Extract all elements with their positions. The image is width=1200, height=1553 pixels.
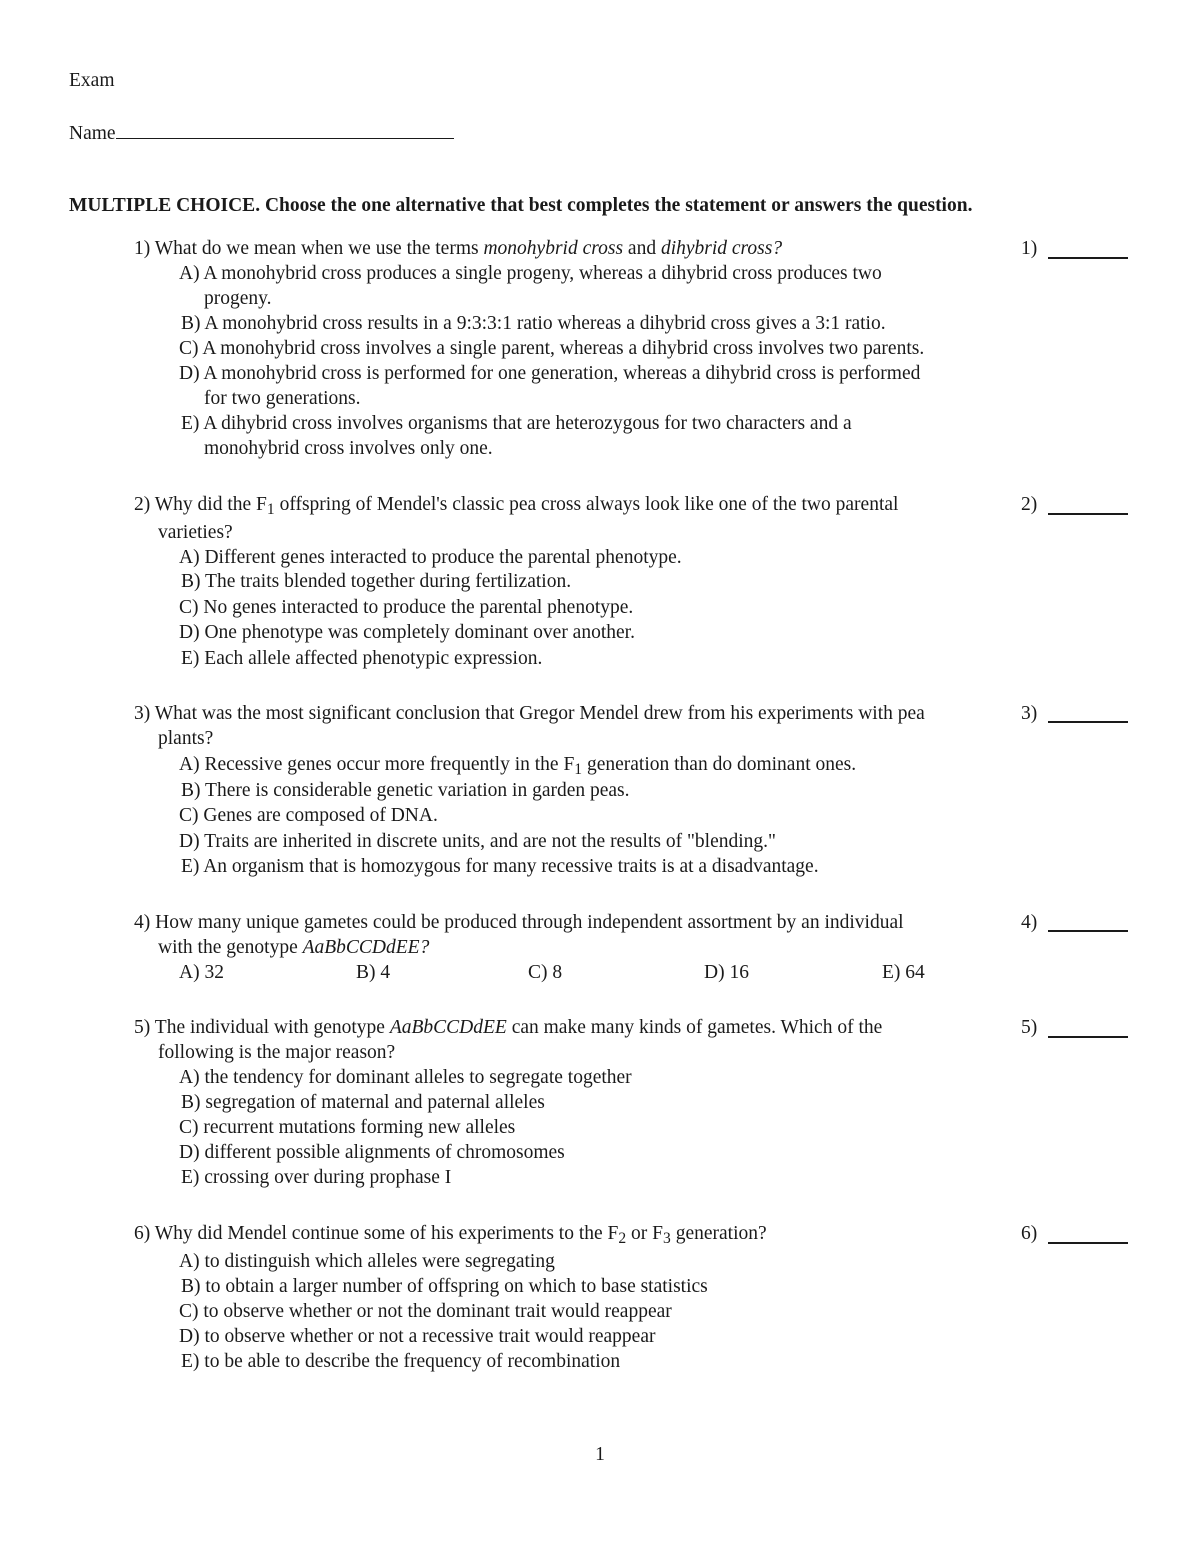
question-6-stem [134,1221,767,1246]
question-5-stem-continued: following is the major reason? [158,1042,396,1063]
option-letter: B) [181,1276,201,1297]
subscript: 3 [663,1229,671,1247]
name-field[interactable] [116,118,454,139]
option-text: to observe whether or not the dominant trait would reappear [203,1301,672,1322]
question-4-stem-continued [158,935,429,960]
option-e[interactable] [882,960,925,985]
option-letter: C) [528,962,548,983]
option-letter: E) [181,1351,200,1372]
option-e[interactable] [181,1349,620,1374]
option-a-continued: progeny. [204,288,272,309]
option-a[interactable] [179,261,882,286]
option-text: the tendency for dominant alleles to segregate together [204,1067,632,1088]
option-text: 32 [204,962,224,983]
option-a[interactable] [179,1249,555,1274]
option-letter: E) [181,1167,200,1188]
option-letter: E) [181,648,200,669]
stem-text: The individual with genotype [154,1017,390,1038]
option-text: A monohybrid cross involves a single parent, whereas a dihybrid cross involves two parents. [202,338,925,359]
option-c[interactable] [179,595,633,620]
option-letter: E) [882,962,901,983]
option-text: generation than do dominant ones. [582,754,857,775]
question-number: 6) [134,1223,151,1244]
option-d[interactable] [179,620,635,645]
stem-text: Why did the F [154,494,267,515]
option-d[interactable] [179,1324,655,1349]
option-b[interactable] [356,960,390,985]
option-letter: C) [179,805,199,826]
question-number: 5) [134,1017,151,1038]
option-a[interactable] [179,752,856,777]
answer-blank-1[interactable] [1048,257,1128,259]
option-c[interactable] [179,336,924,361]
option-b[interactable] [181,778,630,803]
question-1-stem [134,236,782,261]
question-number: 1) [134,238,151,259]
option-text: to obtain a larger number of offspring on which to base statistics [205,1276,708,1297]
option-text: The traits blended together during fertilization. [205,571,572,592]
answer-label-1: 1) [1021,238,1038,259]
option-text: One phenotype was completely dominant over another. [204,622,635,643]
subscript: 1 [574,760,583,778]
question-4-stem [134,910,904,935]
exam-title: Exam [69,70,115,91]
option-text: Recessive genes occur more frequently in the F [204,754,575,775]
option-letter: C) [179,1301,199,1322]
stem-text: How many unique gametes could be produced through independent assortment by an individual [155,912,904,933]
question-2-stem [134,492,898,517]
stem-text: What was the most significant conclusion that Gregor Mendel drew from his experiments with pea [154,703,925,724]
option-c[interactable] [528,960,562,985]
option-d[interactable] [179,361,920,386]
option-text: recurrent mutations forming new alleles [203,1117,516,1138]
stem-text: with the genotype [158,937,303,958]
answer-label-3: 3) [1021,703,1038,724]
name-label: Name [69,123,116,144]
option-text: Each allele affected phenotypic expression. [204,648,543,669]
option-letter: D) [179,622,200,643]
option-e[interactable] [181,1165,451,1190]
option-text: A dihybrid cross involves organisms that are heterozygous for two characters and a [203,413,852,434]
subscript: 1 [266,500,275,518]
stem-italic-term: AaBbCCDdEE [389,1017,507,1038]
option-text: A monohybrid cross produces a single progeny, whereas a dihybrid cross produces two [203,263,882,284]
option-letter: C) [179,1117,199,1138]
question-3-stem-continued: plants? [158,728,214,749]
option-letter: E) [181,856,200,877]
option-letter: D) [179,363,200,384]
stem-text: can make many kinds of gametes. Which of the [506,1017,883,1038]
option-e[interactable] [181,411,852,436]
option-letter: D) [179,1142,200,1163]
question-5-stem [134,1015,882,1040]
stem-text: offspring of Mendel's classic pea cross always look like one of the two parental [274,494,899,515]
option-a[interactable] [179,1065,632,1090]
answer-label-4: 4) [1021,912,1038,933]
option-text: to observe whether or not a recessive trait would reappear [204,1326,656,1347]
name-row [69,118,454,146]
option-letter: D) [179,831,200,852]
option-b[interactable] [181,1274,708,1299]
option-letter: B) [181,780,201,801]
option-letter: B) [181,313,201,334]
stem-italic-term: AaBbCCDdEE? [302,937,430,958]
option-c[interactable] [179,1299,672,1324]
option-a[interactable] [179,960,224,985]
option-text: Genes are composed of DNA. [203,805,438,826]
option-letter: E) [181,413,200,434]
option-letter: B) [356,962,376,983]
option-letter: C) [179,597,199,618]
option-letter: B) [181,1092,201,1113]
option-d[interactable] [179,829,776,854]
option-text: 4 [380,962,391,983]
option-text: There is considerable genetic variation in garden peas. [205,780,630,801]
subscript: 2 [618,1229,627,1247]
option-letter: B) [181,571,201,592]
option-text: to distinguish which alleles were segregating [204,1251,555,1272]
option-text: 64 [905,962,925,983]
option-d[interactable] [179,1140,565,1165]
answer-blank-2[interactable] [1048,513,1128,515]
option-b[interactable] [181,311,886,336]
option-letter: A) [179,263,200,284]
option-text: 8 [552,962,563,983]
option-text: Different genes interacted to produce the parental phenotype. [204,547,682,568]
option-letter: A) [179,1067,200,1088]
option-text: different possible alignments of chromosomes [204,1142,565,1163]
question-number: 2) [134,494,151,515]
answer-label-5: 5) [1021,1017,1038,1038]
stem-text: and [623,238,661,259]
answer-label-6: 6) [1021,1223,1038,1244]
option-c[interactable] [179,1115,515,1140]
option-text: segregation of maternal and paternal alleles [205,1092,545,1113]
option-letter: A) [179,754,200,775]
answer-blank-4[interactable] [1048,930,1128,932]
option-letter: C) [179,338,199,359]
option-letter: A) [179,1251,200,1272]
instructions: MULTIPLE CHOICE. Choose the one alternative that best completes the statement or answers the question. [69,195,973,216]
option-letter: D) [179,1326,200,1347]
question-3-stem [134,701,925,726]
stem-italic-term: dihybrid cross? [660,238,783,259]
question-number: 3) [134,703,151,724]
option-text: Traits are inherited in discrete units, and are not the results of "blending." [204,831,777,852]
question-number: 4) [134,912,151,933]
stem-text: generation? [670,1223,767,1244]
option-e-continued: monohybrid cross involves only one. [204,438,493,459]
stem-text: Why did Mendel continue some of his experiments to the F [154,1223,619,1244]
stem-italic-term: monohybrid cross [483,238,624,259]
answer-label-2: 2) [1021,494,1038,515]
option-d-continued: for two generations. [204,388,361,409]
option-text: to be able to describe the frequency of recombination [204,1351,621,1372]
option-a[interactable] [179,545,682,570]
option-letter: A) [179,962,200,983]
option-d[interactable] [704,960,749,985]
option-text: An organism that is homozygous for many recessive traits is at a disadvantage. [203,856,819,877]
option-e[interactable] [181,646,542,671]
option-letter: A) [179,547,200,568]
question-2-stem-continued: varieties? [158,522,233,543]
option-text: A monohybrid cross is performed for one generation, whereas a dihybrid cross is performed [203,363,921,384]
option-text: crossing over during prophase I [204,1167,452,1188]
answer-blank-6[interactable] [1048,1242,1128,1244]
option-b[interactable] [181,1090,545,1115]
option-e[interactable] [181,854,819,879]
option-text: No genes interacted to produce the parental phenotype. [203,597,634,618]
option-text: 16 [729,962,749,983]
stem-text: What do we mean when we use the terms [154,238,484,259]
option-b[interactable] [181,569,571,594]
answer-blank-3[interactable] [1048,721,1128,723]
option-letter: D) [704,962,725,983]
page-number: 1 [595,1444,605,1465]
answer-blank-5[interactable] [1048,1036,1128,1038]
option-text: A monohybrid cross results in a 9:3:3:1 ratio whereas a dihybrid cross gives a 3:1 ratio. [204,313,886,334]
stem-text: or F [626,1223,664,1244]
option-c[interactable] [179,803,438,828]
